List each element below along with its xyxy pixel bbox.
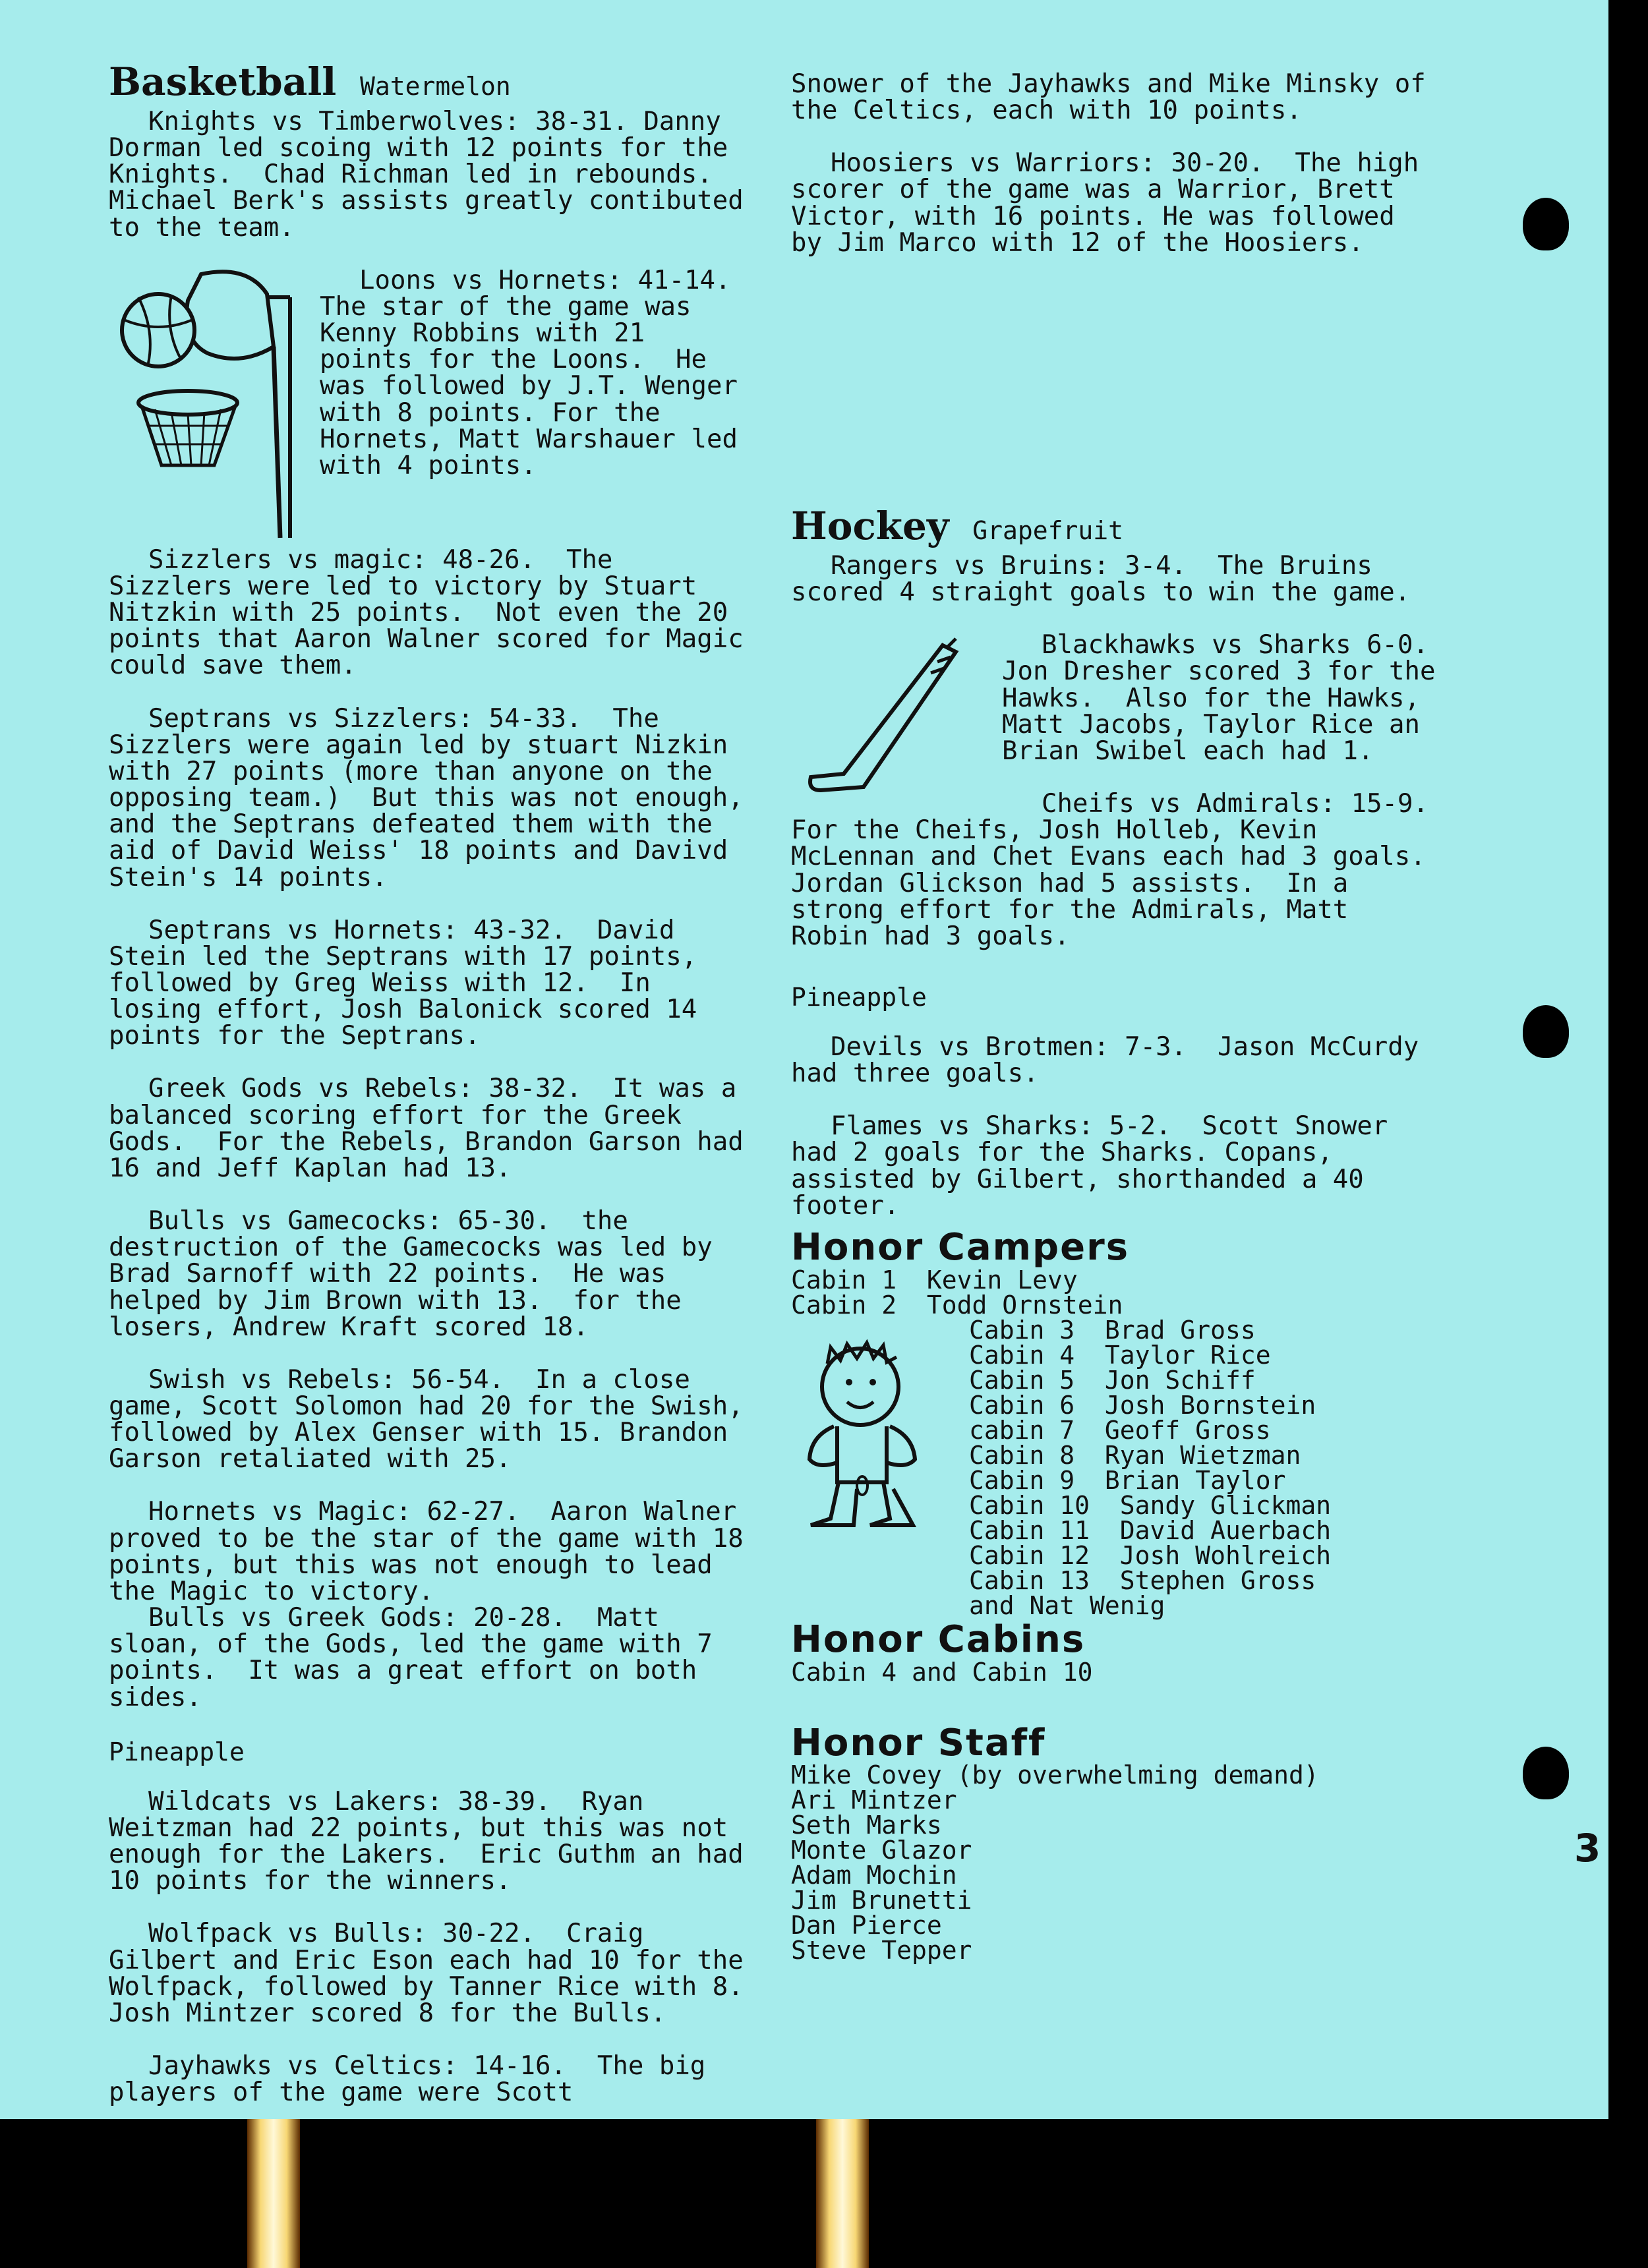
list-item: Dan Pierce xyxy=(791,1911,942,1940)
basketball-title: Basketball xyxy=(109,59,337,104)
basketball-paragraph: Bulls vs Gamecocks: 65-30. the destruction of the Gamecocks was led by Brad Sarnoff with 22 points. He was helped by Jim Brown with 13. for the losers, Andrew Kraft scored 18. xyxy=(109,1206,728,1342)
basketball-pineapple-label: Pineapple xyxy=(109,1737,245,1766)
basketball-paragraph: Swish vs Rebels: 56-54. In a close game, Scott Solomon had 20 for the Swish, followed by Alex Genser with 15. Brandon Garson retaliated with 25. xyxy=(109,1364,759,1474)
list-item: Ari Mintzer xyxy=(791,1786,957,1815)
hockey-pineapple-label: Pineapple xyxy=(791,982,927,1012)
list-item: Jim Brunetti xyxy=(791,1886,972,1915)
basketball-hoop-icon xyxy=(109,268,307,544)
page-number: 3 xyxy=(1574,1826,1601,1871)
honor-staff-list xyxy=(791,1762,1437,1963)
left-column xyxy=(109,59,775,2132)
basketball-paragraph: Knights vs Timberwolves: 38-31. Danny Dorman led scoing with 12 points for the Knights. Chad Richman led in rebounds. Michael Berk's assists greatly contibuted to the team. xyxy=(109,107,759,243)
honor-cabins-text: Cabin 4 and Cabin 10 xyxy=(791,1657,1093,1687)
list-item: Cabin 10 Sandy Glickman xyxy=(969,1490,1332,1520)
list-item: Cabin 2 Todd Ornstein xyxy=(791,1290,1123,1320)
hockey-league: Grapefruit xyxy=(972,515,1124,545)
basketball-paragraph: Septrans vs Sizzlers: 54-33. The Sizzlers were again led by stuart Nizkin with 27 points (more than anyone on the opposing team.) But this was not enough, and the Septrans defeated them with the aid of David Weiss' 18 points and Davivd Stein's 14 points. xyxy=(109,703,759,892)
basketball-paragraph: Jayhawks vs Celtics: 14-16. The big players of the game were Scott xyxy=(109,2050,721,2108)
list-item: cabin 7 Geoff Gross xyxy=(969,1415,1271,1445)
binder-hole xyxy=(1523,198,1569,250)
list-item: Cabin 8 Ryan Wietzman xyxy=(969,1440,1301,1470)
list-item: Cabin 1 Kevin Levy xyxy=(791,1265,1078,1294)
scanner-light-streak xyxy=(247,2119,300,2268)
list-item: Cabin 12 Josh Wohlreich xyxy=(969,1540,1332,1570)
binder-hole xyxy=(1523,1005,1569,1058)
camper-illustration xyxy=(791,1337,962,1538)
basketball-league: Watermelon xyxy=(359,72,511,101)
list-item: Monte Glazor xyxy=(791,1836,972,1865)
list-item: Cabin 4 Taylor Rice xyxy=(969,1340,1271,1370)
basketball-paragraph: Hornets vs Magic: 62-27. Aaron Walner proved to be the star of the game with 18 points, but this was not enough to lead the Magic to victory. xyxy=(109,1497,759,1606)
hockey-stick-illustration xyxy=(791,632,989,806)
smiling-boy-icon xyxy=(791,1337,962,1535)
list-item: Cabin 3 Brad Gross xyxy=(969,1315,1256,1345)
list-item: Steve Tepper xyxy=(791,1936,972,1965)
basketball-paragraph: Greek Gods vs Rebels: 38-32. It was a balanced scoring effort for the Greek Gods. For the Rebels, Brandon Garson had 16 and Jeff Kaplan had 13. xyxy=(109,1074,759,1183)
list-item: Mike Covey (by overwhelming demand) xyxy=(791,1760,1319,1790)
honor-staff-title: Honor Staff xyxy=(791,1721,1046,1764)
basketball-paragraph: Wolfpack vs Bulls: 30-22. Craig Gilbert and Eric Eson each had 10 for the Wolfpack, followed by Tanner Rice with 8. Josh Mintzer scored 8 for the Bulls. xyxy=(109,1919,775,2028)
list-item: Cabin 9 Brian Taylor xyxy=(969,1465,1286,1495)
basketball-paragraph: Snower of the Jayhawks and Mike Minsky of the Celtics, each with 10 points. xyxy=(791,69,1442,126)
list-item: Cabin 11 David Auerbach xyxy=(969,1515,1332,1545)
basketball-paragraph: Loons vs Hornets: 41-14. The star of the game was Kenny Robbins with 21 points for the Loons. He was followed by J.T. Wenger with 8 points. For the Hornets, Matt Warshauer led with 4 points. xyxy=(320,265,762,480)
list-item: Cabin 13 Stephen Gross xyxy=(969,1565,1316,1595)
hockey-paragraph: Rangers vs Bruins: 3-4. The Bruins scored 4 straight goals to win the game. xyxy=(791,550,1411,608)
basketball-paragraph: Bulls vs Greek Gods: 20-28. Matt sloan, of the Gods, led the game with 7 points. It was a great effort on both sides. xyxy=(109,1603,728,1712)
list-item: Cabin 6 Josh Bornstein xyxy=(969,1390,1316,1420)
list-item: Seth Marks xyxy=(791,1811,942,1840)
hockey-paragraph: Blackhawks vs Sharks 6-0. Jon Dresher scored 3 for the Hawks. Also for the Hawks, Matt Jacobs, Taylor Rice an Brian Swibel each had 1. xyxy=(1002,630,1459,766)
honor-campers-title: Honor Campers xyxy=(791,1225,1130,1269)
basketball-paragraph: Septrans vs Hornets: 43-32. David Stein led the Septrans with 17 points, followed by Greg Weiss with 12. In losing effort, Josh Balonick scored 14 points for the Septrans. xyxy=(109,915,713,1051)
list-item: Cabin 5 Jon Schiff xyxy=(969,1365,1256,1395)
list-item: and Nat Wenig xyxy=(969,1590,1165,1620)
right-column xyxy=(791,69,1459,1965)
hockey-paragraph: Cheifs vs Admirals: 15-9. For the Cheifs, Josh Holleb, Kevin McLennan and Chet Evans each had 3 goals. Jordan Glickson had 5 assists. In a strong effort for the Admirals, Matt Robin had 3 goals. xyxy=(791,789,1459,951)
honor-campers-list xyxy=(791,1267,1437,1618)
scanner-light-streak xyxy=(816,2119,869,2268)
basketball-paragraph: Hoosiers vs Warriors: 30-20. The high scorer of the game was a Warrior, Brett Victor, with 16 points. He was followed by Jim Marco with 12 of the Hoosiers. xyxy=(791,148,1434,258)
binder-hole xyxy=(1523,1747,1569,1799)
basketball-hoop-illustration xyxy=(109,268,307,547)
basketball-header xyxy=(109,59,745,104)
hockey-stick-icon xyxy=(791,632,989,803)
basketball-paragraph: Sizzlers vs magic: 48-26. The Sizzlers were led to victory by Stuart Nitzkin with 25 points. Not even the 20 points that Aaron Walner scored for Magic could save them. xyxy=(109,544,759,681)
list-item: Adam Mochin xyxy=(791,1861,957,1890)
honor-cabins-title: Honor Cabins xyxy=(791,1617,1086,1661)
hockey-paragraph: Flames vs Sharks: 5-2. Scott Snower had 2 goals for the Sharks. Copans, assisted by Gilbert, shorthanded a 40 footer. xyxy=(791,1111,1403,1221)
hockey-header xyxy=(791,503,1437,548)
hockey-title: Hockey xyxy=(791,503,949,548)
basketball-paragraph: Wildcats vs Lakers: 38-39. Ryan Weitzman had 22 points, but this was not enough for the Lakers. Eric Guthm an had 10 points for the winners. xyxy=(109,1786,759,1896)
hockey-paragraph: Devils vs Brotmen: 7-3. Jason McCurdy had three goals. xyxy=(791,1032,1434,1089)
